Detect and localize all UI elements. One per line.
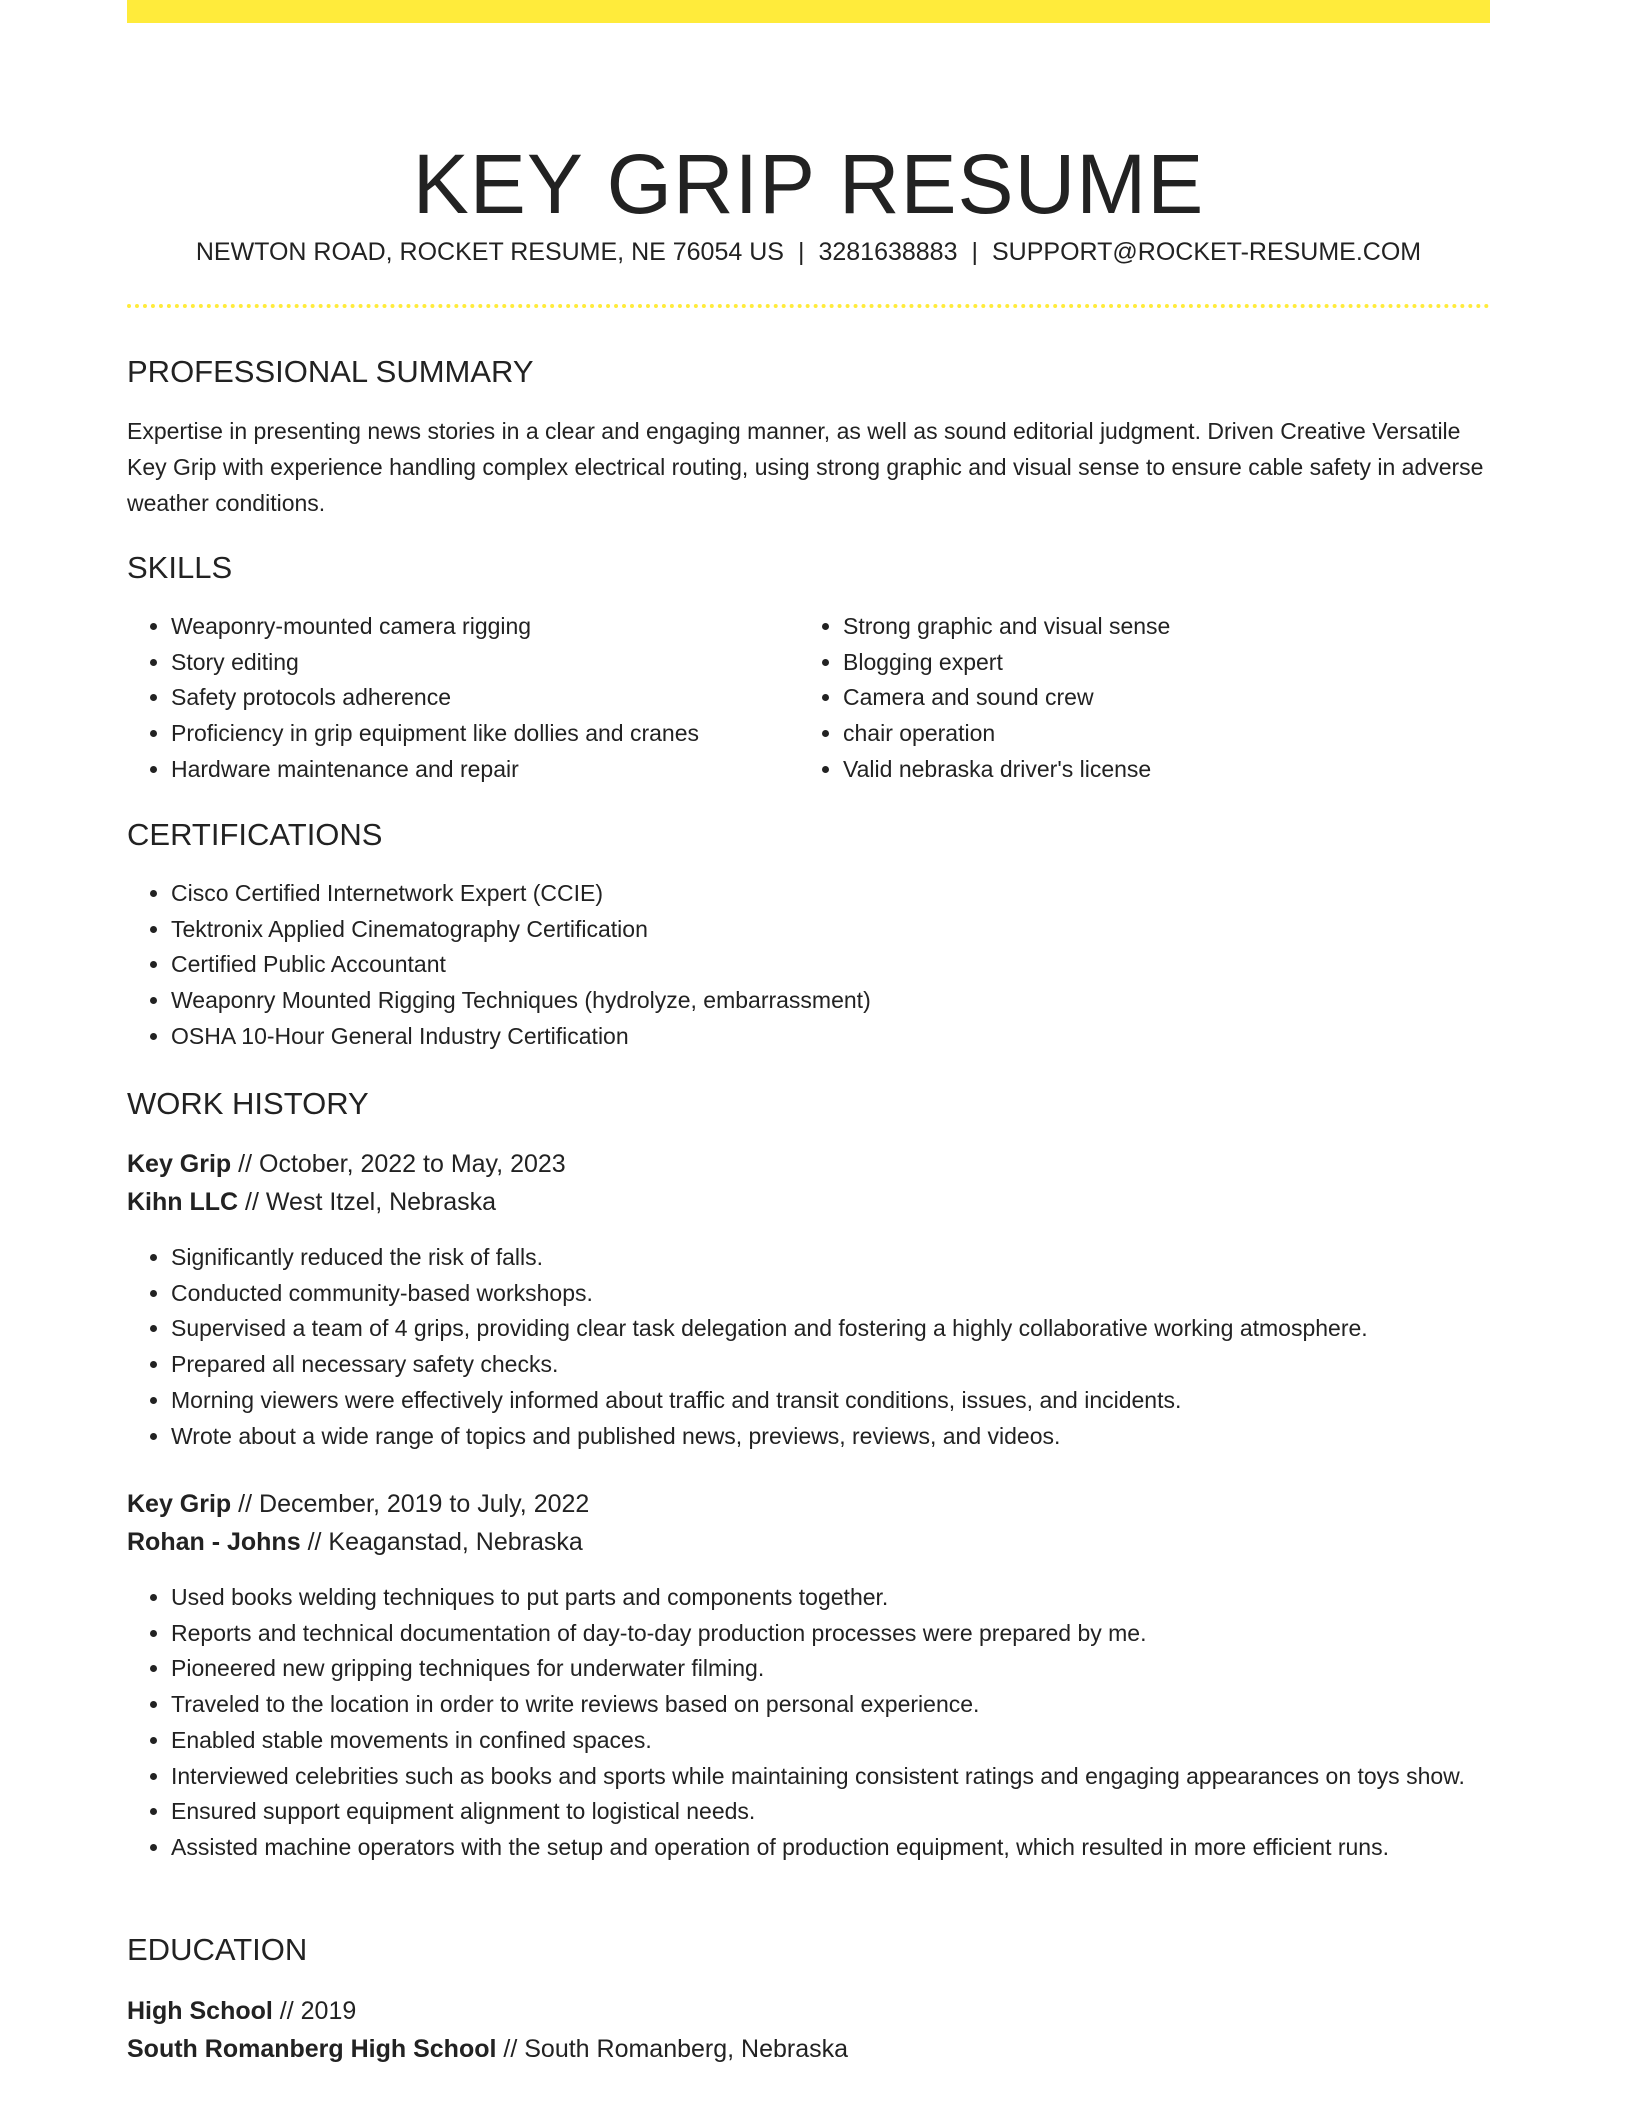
list-item: • Strong graphic and visual sense: [843, 609, 1483, 645]
list-item: • OSHA 10-Hour General Industry Certification: [171, 1019, 1471, 1055]
contact-separator: |: [797, 238, 805, 266]
list-item: • Valid nebraska driver's license: [843, 752, 1483, 788]
list-item: • Weaponry-mounted camera rigging: [171, 609, 791, 645]
list-item: • Proficiency in grip equipment like dollies and cranes: [171, 716, 791, 752]
contact-phone[interactable]: 3281638883: [818, 238, 958, 266]
skills-list-right: [799, 609, 1483, 788]
list-item: • Assisted machine operators with the setup and operation of production equipment, which resulted in more efficient runs.: [171, 1830, 1534, 1866]
list-item: • Wrote about a wide range of topics and published news, previews, reviews, and videos.: [171, 1419, 1534, 1455]
list-item: • Pioneered new gripping techniques for underwater filming.: [171, 1651, 1534, 1687]
header-divider: [127, 304, 1490, 308]
summary-heading: PROFESSIONAL SUMMARY: [127, 354, 534, 389]
job-title: Key Grip: [127, 1150, 232, 1178]
job-separator: //: [307, 1528, 322, 1556]
skills-heading: SKILLS: [127, 550, 233, 585]
job-separator: //: [238, 1490, 253, 1518]
list-item: • Tektronix Applied Cinematography Certification: [171, 912, 1471, 948]
list-item: • Significantly reduced the risk of falls.: [171, 1240, 1534, 1276]
education-separator: //: [279, 1997, 294, 2025]
list-item: • chair operation: [843, 716, 1483, 752]
list-item: • Weaponry Mounted Rigging Techniques (hydrolyze, embarrassment): [171, 983, 1471, 1019]
education-heading: EDUCATION: [127, 1932, 308, 1967]
list-item: • Supervised a team of 4 grips, providing clear task delegation and fostering a highly collaborative working atmosphere.: [171, 1311, 1534, 1347]
list-item: • Used books welding techniques to put parts and components together.: [171, 1580, 1534, 1616]
education-degree: High School: [127, 1997, 273, 2025]
list-item: • Interviewed celebrities such as books and sports while maintaining consistent ratings and engaging appearances on toys show.: [171, 1759, 1534, 1795]
certifications-heading: CERTIFICATIONS: [127, 817, 383, 852]
list-item: • Story editing: [171, 645, 791, 681]
list-item: • Morning viewers were effectively informed about traffic and transit conditions, issues, and incidents.: [171, 1383, 1534, 1419]
education-location: South Romanberg, Nebraska: [524, 2035, 849, 2063]
job-title: Key Grip: [127, 1490, 232, 1518]
job-company-line: [127, 1184, 496, 1220]
list-item: • Enabled stable movements in confined spaces.: [171, 1723, 1534, 1759]
list-item: • Ensured support equipment alignment to logistical needs.: [171, 1794, 1534, 1830]
education-school-line: [127, 2031, 848, 2067]
job-company: Rohan - Johns: [127, 1528, 301, 1556]
contact-address: NEWTON ROAD, ROCKET RESUME, NE 76054 US: [195, 238, 784, 266]
resume-title: KEY GRIP RESUME: [412, 137, 1205, 232]
list-item: • Conducted community-based workshops.: [171, 1276, 1534, 1312]
list-item: • Cisco Certified Internetwork Expert (CCIE): [171, 876, 1471, 912]
job-title-line: [127, 1146, 566, 1182]
list-item: • Hardware maintenance and repair: [171, 752, 791, 788]
job-company: Kihn LLC: [127, 1188, 239, 1216]
list-item: • Blogging expert: [843, 645, 1483, 681]
work-history-heading: WORK HISTORY: [127, 1086, 369, 1121]
education-degree-line: [127, 1993, 356, 2029]
list-item: • Safety protocols adherence: [171, 680, 791, 716]
list-item: • Certified Public Accountant: [171, 947, 1471, 983]
job-title-line: [127, 1486, 589, 1522]
job-separator: //: [238, 1150, 253, 1178]
list-item: • Camera and sound crew: [843, 680, 1483, 716]
education-school: South Romanberg High School: [127, 2035, 497, 2063]
job-bullets: [127, 1580, 1534, 1866]
job-location: West Itzel, Nebraska: [265, 1188, 497, 1216]
list-item: • Prepared all necessary safety checks.: [171, 1347, 1534, 1383]
job-bullets: [127, 1240, 1534, 1454]
list-item: • Traveled to the location in order to write reviews based on personal experience.: [171, 1687, 1534, 1723]
job-separator: //: [245, 1188, 259, 1216]
job-dates: October, 2022 to May, 2023: [259, 1150, 566, 1178]
job-dates: December, 2019 to July, 2022: [259, 1490, 590, 1518]
job-location: Keaganstad, Nebraska: [328, 1528, 583, 1556]
accent-top-bar: [127, 0, 1490, 23]
education-separator: //: [503, 2035, 518, 2063]
summary-text: Expertise in presenting news stories in a clear and engaging manner, as well as sound editorial judgment. Driven Creative Versatile Key Grip with experience handling complex electrical routing, using strong graphic and visual sense to ensure cable safety in adverse weather conditions.: [127, 418, 1484, 516]
contact-separator: |: [971, 238, 978, 266]
job-company-line: [127, 1524, 583, 1560]
list-item: • Reports and technical documentation of day-to-day production processes were prepared by me.: [171, 1616, 1534, 1652]
education-year: 2019: [300, 1997, 357, 2025]
contact-line: [127, 236, 1490, 268]
skills-list-left: [127, 609, 791, 788]
contact-email[interactable]: SUPPORT@ROCKET-RESUME.COM: [992, 238, 1422, 266]
certifications-list: [127, 876, 1471, 1055]
